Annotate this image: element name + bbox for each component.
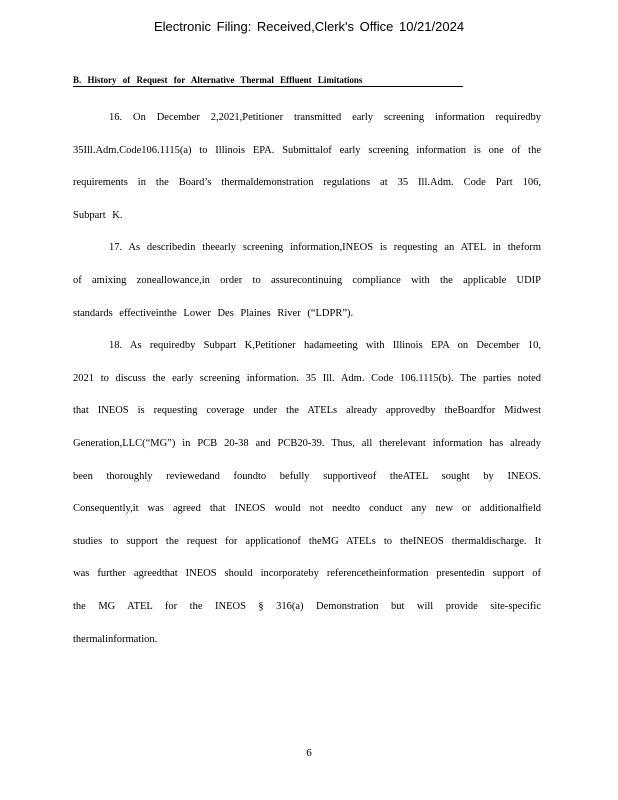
paragraph-16: 16. On December 2,2021,Petitioner transmitted early screening information requiredby 35Ill.Adm.Code106.1115(a) to Illinois EPA. Submittalof early screening information is one of the requirements in the Board’s thermaldemonstration regulations at 35 Ill.Adm. Code Part 106, Subpart K.	[73, 112, 541, 221]
paragraph-18: 18. As requiredby Subpart K,Petitioner hadameeting with Illinois EPA on December 10, 2021 to discuss the early screening information. 35 Ill. Adm. Code 106.1115(b). The parties noted that INEOS is requesting coverage under the ATELs already approvedby theBoardfor Midwest Generation,LLC(“MG”) in PCB 20-38 and PCB20-39. Thus, all therelevant information has already been thoroughly reviewedand foundto befully supportiveof theATEL sought by INEOS. Consequently,it was agreed that INEOS would not needto conduct any new or additionalfield studies to support the request for applicationof theMG ATELs to theINEOS thermaldischarge. It was further agreedthat INEOS should incorporateby referencetheinformation presentedin support of the MG ATEL for the INEOS § 316(a) Demonstration but will provide site-specific thermalinformation.	[73, 340, 541, 645]
filing-stamp-header: Electronic Filing: Received,Clerk's Office 10/21/2024	[153, 19, 465, 34]
page-number: 6	[306, 747, 312, 759]
paragraph-17: 17. As describedin theearly screening information,INEOS is requesting an ATEL in theform of amixing zoneallowance,in order to assurecontinuing compliance with the applicable UDIP standards effectiveinthe Lower Des Plaines River (“LDPR”).	[73, 242, 541, 319]
section-heading: B. History of Request for Alternative Thermal Effluent Limitations	[73, 75, 463, 87]
document-body	[73, 102, 541, 656]
